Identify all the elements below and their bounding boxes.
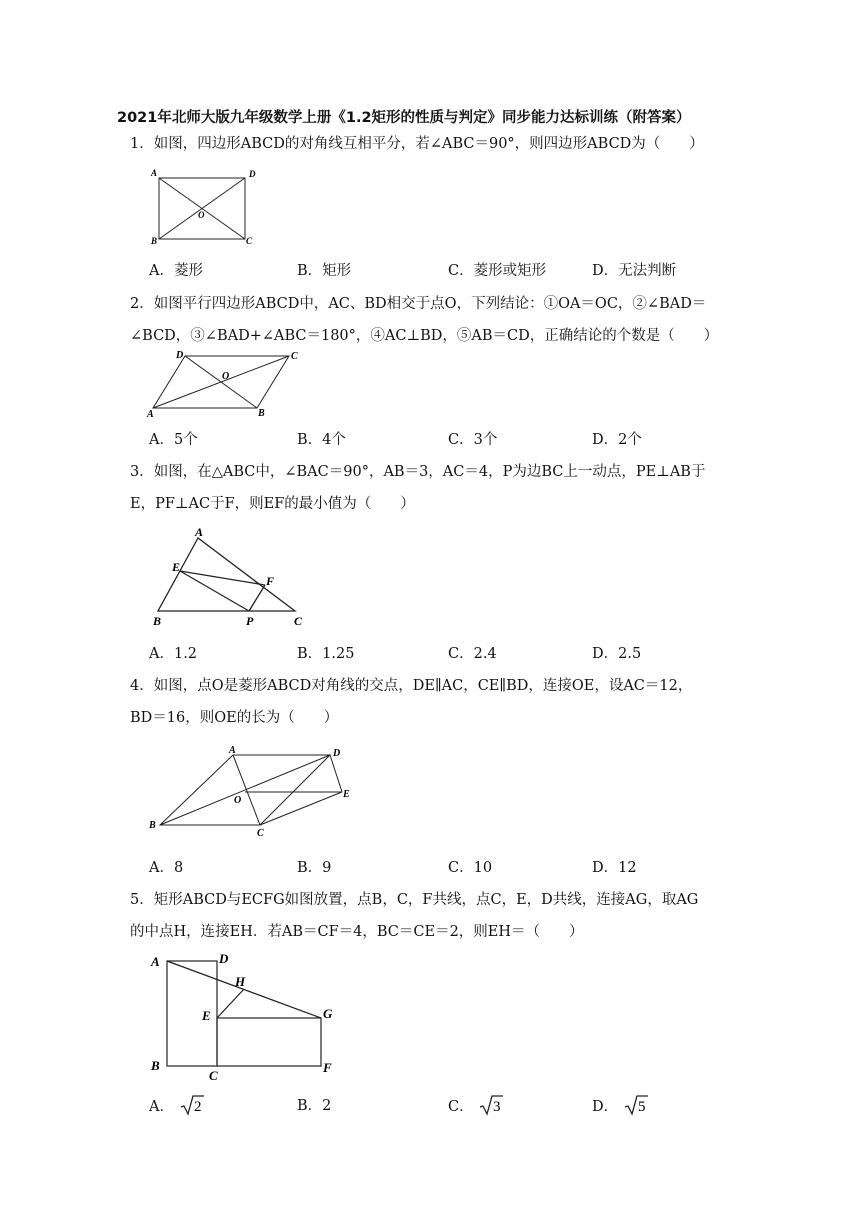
label-b: B [149,820,156,831]
q5-option-a [149,1094,205,1116]
q4-option-d: D．12 [592,860,637,876]
label-a: A [195,525,204,539]
question-5-text-line-2: 的中点H，连接EH．若AB＝CF＝4，BC＝CE＝2，则EH＝（ ） [130,924,584,940]
sqrt-3-symbol [478,1094,504,1116]
page-title: 2021年北师大版九年级数学上册《1.2矩形的性质与判定》同步能力达标训练（附答案） [117,110,691,126]
q4-option-a: A．8 [149,860,184,876]
question-3-figure [145,525,315,631]
q1-option-d: D．无法判断 [592,263,677,279]
q2-option-a: A．5个 [149,432,198,448]
radicand-2: 2 [193,1099,202,1115]
label-a: A [151,168,158,178]
q5-option-d [592,1094,649,1116]
label-c: C [246,236,253,246]
label-d: D [249,169,256,179]
q5-option-c [448,1094,504,1116]
q5-option-c-letter: C． [448,1099,474,1115]
question-3-text-line-2: E，PF⊥AC于F，则EF的最小值为（ ） [130,496,415,512]
question-5-text-line-1: 5．矩形ABCD与ECFG如图放置，点B，C，F共线，点C，E，D共线，连接AG，取AG [130,892,699,908]
label-e: E [343,789,350,800]
question-1-text: 1．如图，四边形ABCD的对角线互相平分，若∠ABC＝90°，则四边形ABCD为（ ） [130,136,704,152]
question-4-text-line-2: BD＝16，则OE的长为（ ） [130,710,339,726]
q3-option-b: B．1.25 [297,646,355,662]
label-e: E [202,1008,211,1023]
q1-option-c: C．菱形或矩形 [448,263,547,279]
label-b: B [151,1058,160,1073]
q5-option-d-letter: D． [592,1099,619,1115]
q4-option-b: B．9 [297,860,332,876]
radicand-5: 5 [637,1099,646,1115]
question-4-text-line-1: 4．如图，点O是菱形ABCD对角线的交点，DE∥AC，CE∥BD，连接OE，设AC＝12， [130,678,693,694]
question-2-figure [145,348,310,420]
label-b: B [151,236,158,246]
question-2-text-line-1: 2．如图平行四边形ABCD中，AC、BD相交于点O，下列结论：①OA＝OC，②∠BAD＝ [130,296,707,312]
q2-option-d: D．2个 [592,432,642,448]
label-a: A [147,409,154,420]
q1-option-b: B．矩形 [297,263,352,279]
radicand-3: 3 [493,1099,501,1115]
sqrt-5-symbol [623,1094,649,1116]
label-c: C [209,1068,218,1080]
label-c: C [294,614,303,628]
q3-option-d: D．2.5 [592,646,642,662]
q1-option-a: A．菱形 [149,263,203,279]
label-o: O [222,371,230,382]
question-1-figure [145,164,265,250]
q4-option-c: C．10 [448,860,493,876]
label-o: O [198,210,205,220]
label-p: P [246,614,254,628]
q5-option-a-letter: A． [149,1099,174,1115]
sqrt-2-symbol [179,1094,205,1116]
label-c: C [257,828,264,839]
label-a: A [151,954,160,969]
q3-option-a: A．1.2 [149,646,198,662]
label-a: A [229,745,236,756]
question-4-figure [145,742,360,842]
q2-option-c: C．3个 [448,432,498,448]
label-d: D [219,951,229,966]
q3-option-c: C．2.4 [448,646,497,662]
q2-option-b: B．4个 [297,432,346,448]
label-b: B [153,614,162,628]
label-b: B [258,408,265,419]
label-f: F [323,1060,332,1075]
label-g: G [323,1006,333,1021]
question-2-text-line-2: ∠BCD，③∠BAD+∠ABC＝180°，④AC⊥BD，⑤AB＝CD，正确结论的个数是（ ） [130,328,719,344]
label-c: C [291,351,298,362]
q5-option-b: B．2 [297,1098,332,1114]
label-f: F [266,574,275,588]
label-d: D [176,350,184,361]
label-h: H [235,974,246,989]
label-d: D [333,748,341,759]
label-o: O [234,795,242,806]
question-3-text-line-1: 3．如图，在△ABC中，∠BAC＝90°，AB＝3，AC＝4，P为边BC上一动点，PE⊥AB于 [130,464,706,480]
question-5-figure [145,946,345,1080]
label-e: E [172,560,181,574]
